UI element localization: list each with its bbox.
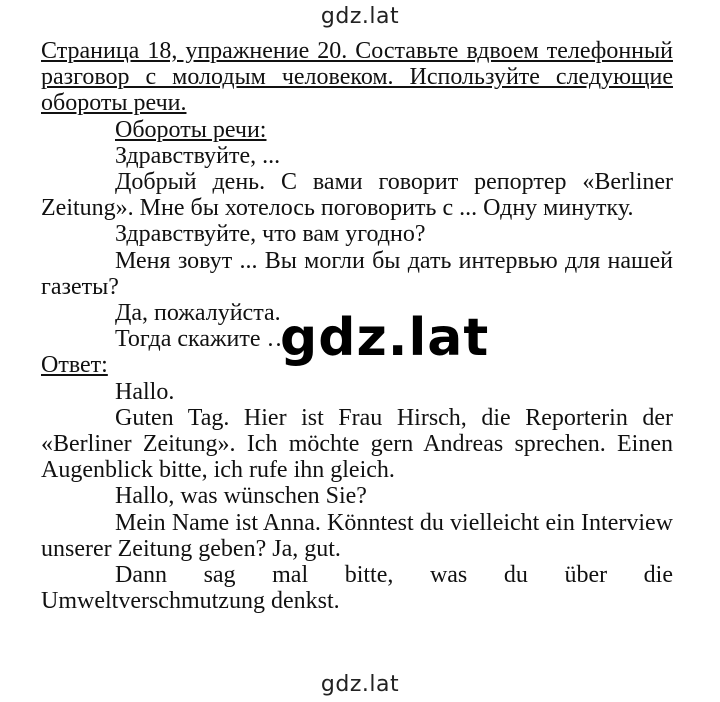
watermark-center: gdz.lat (280, 308, 490, 368)
phrase-line: Здравствуйте, что вам угодно? (115, 221, 426, 248)
answer-line: Hallo, was wünschen Sie? (115, 483, 367, 510)
watermark-bottom: gdz.lat (320, 672, 400, 697)
phrases-heading (41, 117, 673, 143)
phrase-line: Тогда скажите … (115, 326, 291, 353)
answer-line: Guten Tag. Hier ist Frau Hirsch, die Reporterin der «Berliner Zeitung». Ich möchte gern Andreas sprechen. Einen Augenblick bitte, ich rufe ihn gleich. (41, 404, 673, 484)
phrase-line: Меня зовут ... Вы могли бы дать интервью для нашей газеты? (41, 247, 673, 300)
answer-line: Mein Name ist Anna. Könntest du vielleicht ein Interview unserer Zeitung geben? Ja, gut. (41, 509, 673, 562)
phrase-line: Добрый день. С вами говорит репортер «Berliner Zeitung». Мне бы хотелось поговорить с ... Одну минутку. (41, 169, 673, 222)
phrase-line: Да, пожалуйста. (115, 300, 281, 327)
watermark-top: gdz.lat (320, 4, 400, 29)
phrase-line: Здравствуйте, ... (115, 142, 281, 169)
answer-line: Dann sag mal bitte, was du über die Umweltverschmutzung denkst. (41, 562, 673, 615)
phrases-heading-label: Обороты речи: (115, 116, 267, 143)
task-statement: Страница 18, упражнение 20. Составьте вдвоем телефонный разговор с молодым человеком. Используйте следующие обороты речи. (41, 38, 673, 117)
answer-line: Hallo. (115, 378, 175, 405)
answer-heading-label: Ответ: (41, 352, 108, 379)
